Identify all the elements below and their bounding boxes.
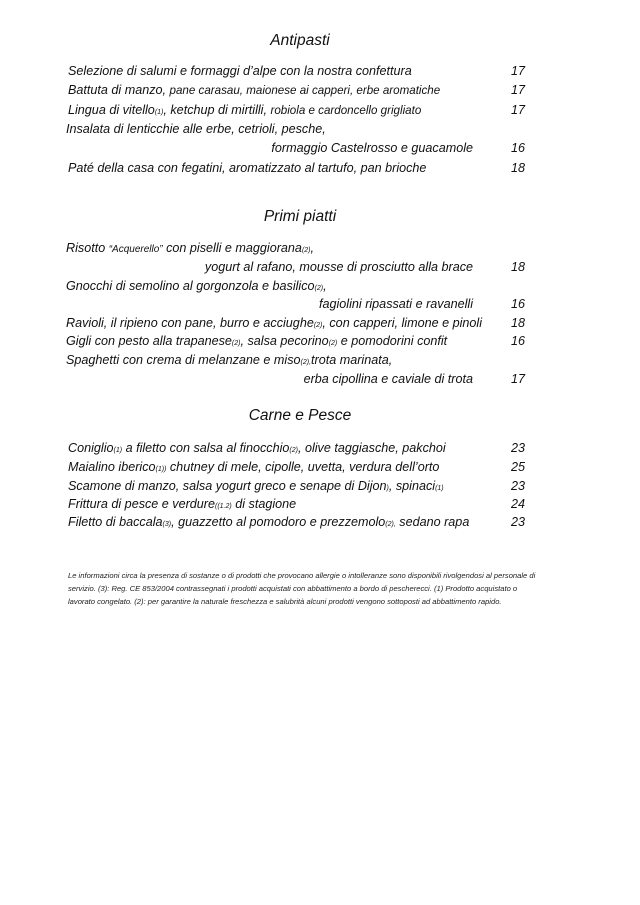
text-segment: , spinaci	[388, 479, 436, 493]
menu-item-description	[66, 278, 327, 297]
menu-item-description	[66, 352, 392, 371]
text-segment: e pomodorini confit	[337, 334, 448, 348]
text-segment: Maialino iberico	[68, 460, 156, 474]
text-segment: Risotto	[66, 241, 109, 255]
menu-item-continuation	[304, 371, 473, 387]
section-title: Antipasti	[270, 32, 330, 49]
menu-item-continuation	[205, 259, 473, 275]
text-segment: Gnocchi di semolino al gorgonzola e basilico	[66, 279, 315, 293]
text-segment: Frittura di pesce e verdure	[68, 497, 215, 511]
text-segment: Paté della casa con fegatini, aromatizzato al tartufo, pan brioche	[68, 161, 427, 175]
menu-item-description	[68, 82, 440, 99]
allergen-note: ((1.2)	[215, 503, 232, 510]
menu-item-continuation	[271, 140, 473, 156]
text-segment: , salsa pecorino	[240, 334, 329, 348]
allergen-note: (1)	[113, 447, 123, 454]
text-segment: , olive taggiasche, pakchoi	[297, 441, 446, 455]
allergen-note: (2)	[328, 340, 338, 347]
menu-item-price: 25	[511, 460, 526, 474]
text-segment: robiola e cardoncello grigliato	[270, 104, 422, 117]
text-segment: Scamone di manzo, salsa yogurt greco e senape di Dijon	[68, 479, 387, 493]
menu-item-description	[66, 121, 326, 137]
menu-item-price: 17	[511, 103, 526, 117]
text-segment: Selezione di salumi e formaggi d’alpe con la nostra confettura	[68, 64, 412, 78]
text-segment: Spaghetti con crema di melanzane e miso	[66, 353, 301, 367]
allergen-note: (3)	[162, 521, 172, 528]
menu-item-price: 16	[511, 141, 526, 155]
text-segment: Coniglio	[68, 441, 114, 455]
menu-item-price: 16	[511, 297, 526, 311]
menu-item-price: 23	[511, 479, 526, 493]
text-segment: ,	[310, 241, 314, 255]
text-segment: pane carasau, maionese ai capperi, erbe aromatiche	[169, 84, 441, 97]
text-segment: di stagione	[231, 497, 297, 511]
menu-item-price: 18	[511, 316, 526, 330]
text-segment: Lingua di vitello	[68, 103, 155, 117]
allergen-note: )	[386, 485, 389, 492]
menu-item-description	[68, 478, 444, 497]
text-segment: ,	[323, 279, 327, 293]
menu-item-description	[68, 160, 426, 176]
menu-item-price: 17	[511, 83, 526, 97]
text-segment: sedano rapa	[395, 515, 470, 529]
allergen-note: (1)	[435, 485, 444, 492]
menu-item-price: 23	[511, 441, 526, 455]
menu-item-description	[68, 514, 469, 533]
allergen-note: (2)	[289, 447, 298, 454]
text-segment: yogurt al rafano, mousse di prosciutto alla brace	[204, 260, 473, 274]
menu-item-price: 17	[511, 64, 526, 78]
allergen-note: (2),	[300, 359, 312, 366]
text-segment: trota marinata,	[311, 353, 393, 367]
menu-item-description	[68, 63, 412, 79]
text-segment: “Acquerello”	[108, 244, 163, 255]
allergen-note: (2)	[301, 247, 311, 254]
menu-item-description	[68, 459, 439, 478]
menu-item-price: 18	[511, 260, 526, 274]
text-segment: erba cipollina e caviale di trota	[303, 372, 473, 386]
text-segment: , ketchup di mirtilli,	[163, 103, 271, 117]
text-segment: Insalata di lenticchie alle erbe, cetrioli, pesche,	[66, 122, 326, 136]
menu-item-description	[68, 496, 296, 515]
menu-item-price: 24	[511, 497, 526, 511]
allergen-note: (1))	[155, 466, 167, 473]
text-segment: Ravioli, il ripieno con pane, burro e acciughe	[66, 316, 314, 330]
menu-item-continuation	[319, 296, 473, 312]
allergen-note: (2)	[313, 322, 323, 329]
menu-item-description	[68, 440, 446, 459]
menu-item-description	[66, 315, 482, 334]
text-segment: Battuta di manzo,	[68, 83, 170, 97]
text-segment: Filetto di baccala	[68, 515, 163, 529]
allergen-footnote: Le informazioni circa la presenza di sostanze o di prodotti che provocano allergie o intolleranze sono disponibili rivolgendosi al personale di servizio. (3): Reg. CE 853/2004 contrassegnati i prodotti acquistati con abbattimento a bordo di pescherecci. (1) Prodotto acquistato o lavorato congelato. (2): per garantire la naturale freschezza e salubrità alcuni prodotti vengono sottoposti ad abbattimento rapido.	[68, 571, 536, 606]
text-segment: formaggio Castelrosso e guacamole	[271, 141, 473, 155]
section-title: Primi piatti	[263, 208, 337, 225]
text-segment: , guazzetto al pomodoro e prezzemolo	[171, 515, 386, 529]
text-segment: fagiolini ripassati e ravanelli	[318, 297, 473, 311]
menu-item-price: 18	[511, 161, 526, 175]
menu-item-description	[68, 102, 421, 121]
allergen-note: (1)	[154, 109, 164, 116]
menu-item-price: 17	[511, 372, 526, 386]
text-segment: Gigli con pesto alla trapanese	[66, 334, 232, 348]
menu-item-price: 23	[511, 515, 526, 529]
allergen-note: (2)	[314, 285, 324, 292]
text-segment: chutney di mele, cipolle, uvetta, verdura dell’orto	[166, 460, 440, 474]
menu-item-description	[66, 333, 447, 352]
text-segment: , con capperi, limone e pinoli	[322, 316, 483, 330]
allergen-note: (2),	[385, 521, 396, 528]
section-title: Carne e Pesce	[248, 407, 352, 424]
allergen-note: (2)	[231, 340, 241, 347]
menu-item-price: 16	[511, 334, 526, 348]
text-segment: con piselli e maggiorana	[162, 241, 302, 255]
text-segment: a filetto con salsa al finocchio	[122, 441, 290, 455]
menu-item-description	[66, 240, 314, 259]
